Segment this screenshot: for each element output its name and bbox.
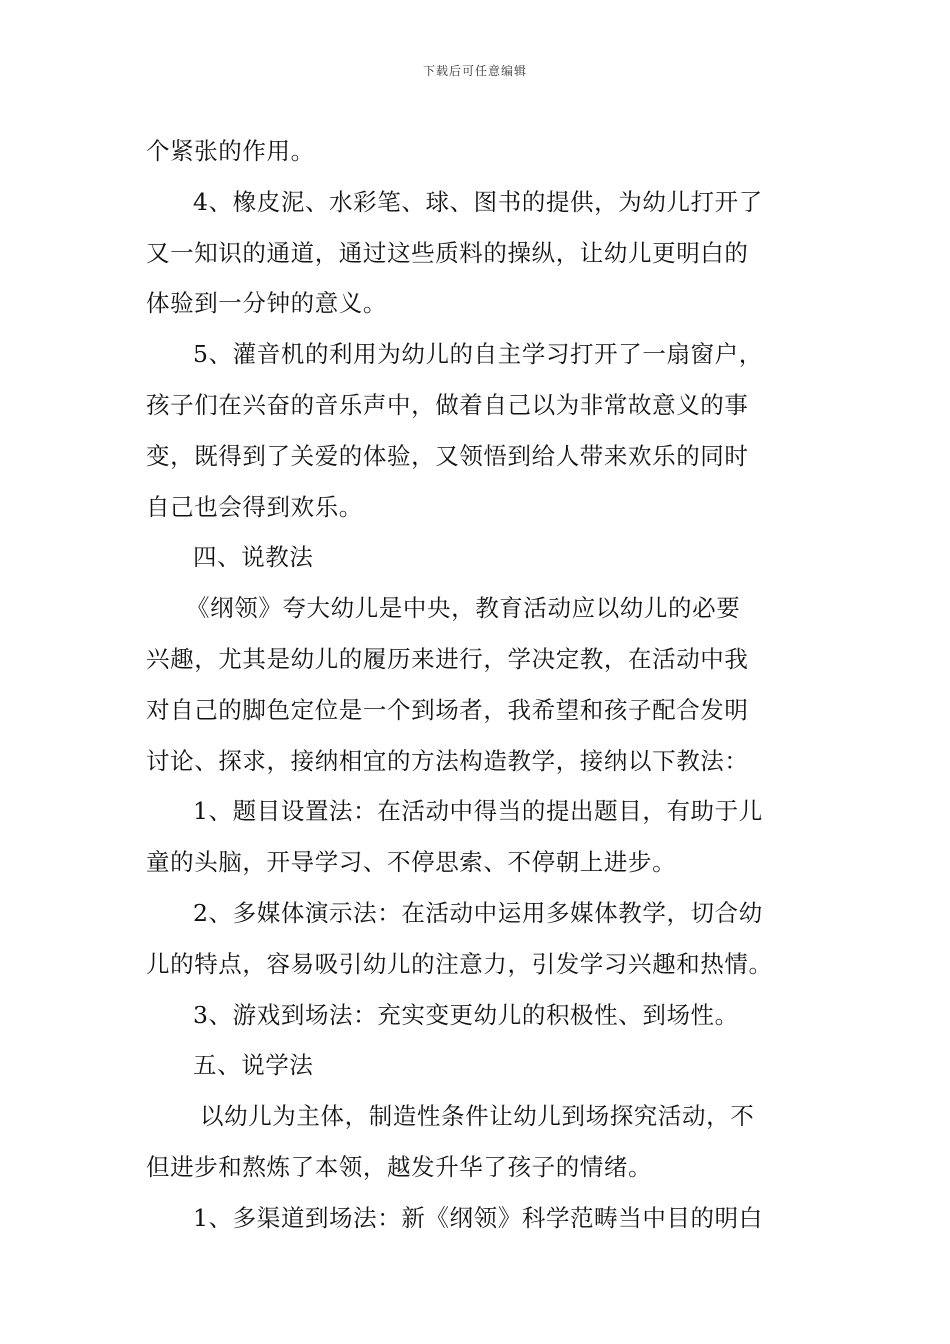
text-line: 以幼儿为主体，制造性条件让幼儿到场探究活动，不 (200, 1102, 755, 1131)
text-line: 1、题目设置法：在活动中得当的提出题目，有助于儿 (193, 797, 763, 826)
text-line: 自己也会得到欢乐。 (146, 492, 363, 521)
section-heading: 五、说学法 (193, 1051, 314, 1080)
text-line: 2、多媒体演示法：在活动中运用多媒体教学，切合幼 (193, 898, 763, 927)
text-line: 体验到一分钟的意义。 (146, 289, 387, 318)
text-line: 孩子们在兴奋的音乐声中，做着自己以为非常故意义的事 (146, 390, 749, 419)
text-line: 1、多渠道到场法：新《纲领》科学范畴当中目的明白 (193, 1203, 763, 1232)
text-line: 4、橡皮泥、水彩笔、球、图书的提供，为幼儿打开了 (193, 187, 763, 216)
text-line: 3、游戏到场法：充实变更幼儿的积极性、到场性。 (193, 1000, 739, 1029)
text-line: 讨论、探求，接纳相宜的方法构造教学，接纳以下教法： (146, 746, 749, 775)
document-body (146, 126, 808, 1244)
text-line: 儿的特点，容易吸引幼儿的注意力，引发学习兴趣和热情。 (146, 949, 773, 978)
text-line: 《纲领》夸大幼儿是中央，教育活动应以幼儿的必要 (186, 594, 741, 623)
section-heading: 四、说教法 (193, 543, 314, 572)
text-line: 但进步和熬炼了本领，越发升华了孩子的情绪。 (146, 1152, 653, 1181)
text-line: 变，既得到了关爱的体验，又领悟到给人带来欢乐的同时 (146, 441, 749, 470)
text-line: 个紧张的作用。 (146, 137, 315, 165)
text-line: 童的头脑，开导学习、不停思索、不停朝上进步。 (146, 848, 677, 877)
page-header: 下载后可任意编辑 (422, 64, 527, 78)
text-line: 又一知识的通道，通过这些质料的操纵，让幼儿更明白的 (146, 238, 749, 267)
text-line: 对自己的脚色定位是一个到场者，我希望和孩子配合发明 (146, 695, 749, 724)
text-line: 兴趣，尤其是幼儿的履历来进行，学决定教，在活动中我 (146, 644, 749, 673)
text-line: 5、灌音机的利用为幼儿的自主学习打开了一扇窗户， (193, 340, 763, 369)
